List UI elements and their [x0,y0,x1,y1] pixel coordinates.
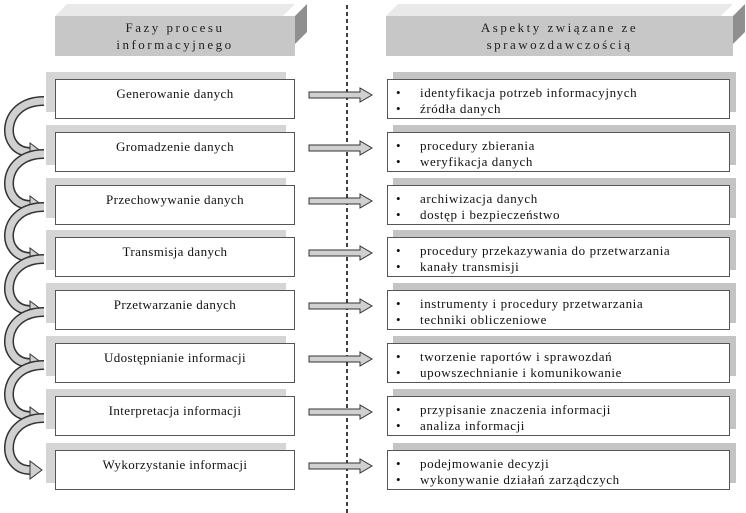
aspect-item: • procedury przekazywania do przetwarzania [396,243,729,259]
aspect-item: • analiza informacji [396,418,729,434]
phase-box [55,237,295,277]
phase-box [55,290,295,330]
header-aspects [386,16,733,56]
phase-label: Udostępnianie informacji [103,350,247,365]
aspect-item: • dostęp i bezpieczeństwo [396,207,729,223]
right-arrow-icon [309,194,372,208]
aspect-item: • weryfikacja danych [396,154,729,170]
aspect-list [396,191,729,223]
phase-box [55,343,295,383]
phase-label: Przetwarzanie danych [113,297,237,312]
right-arrow-icon [309,459,372,473]
right-arrow-icon [309,405,372,419]
aspect-list [396,402,729,434]
header-phases-line2: informacyjnego [116,37,234,52]
aspect-item: • techniki obliczeniowe [396,312,729,328]
aspect-list [396,456,729,488]
aspect-item: • tworzenie raportów i sprawozdań [396,349,729,365]
aspect-list [396,349,729,381]
aspect-item: • kanały transmisji [396,259,729,275]
phase-label: Gromadzenie danych [115,139,234,154]
header-phases [55,16,295,56]
phase-label: Transmisja danych [122,244,228,259]
phase-label: Interpretacja informacji [108,403,242,418]
aspect-list [396,138,729,170]
aspect-item: • instrumenty i procedury przetwarzania [396,296,729,312]
aspect-item: • podejmowanie decyzji [396,456,729,472]
phase-label: Przechowywanie danych [106,192,244,207]
header-phases-line1: Fazy procesu [125,20,225,35]
aspect-item: • przypisanie znaczenia informacji [396,402,729,418]
aspect-box [387,290,730,330]
phase-box [55,185,295,225]
phase-box [55,396,295,436]
aspect-box [387,396,730,436]
aspect-box [387,79,730,119]
right-arrow-icon [309,352,372,366]
aspect-box [387,343,730,383]
right-arrow-icon [309,299,372,313]
right-arrow-icon [309,141,372,155]
header-aspects-line2: sprawozdawczością [486,37,633,52]
aspect-box [387,237,730,277]
phase-box [55,79,295,119]
right-arrow-icon [309,246,372,260]
curved-arrow-icon [9,418,44,479]
aspect-list [396,243,729,275]
aspect-item: • upowszechnianie i komunikowanie [396,365,729,381]
aspect-box [387,185,730,225]
aspect-item: • identyfikacja potrzeb informacyjnych [396,85,729,101]
aspect-item: • źródła danych [396,101,729,117]
aspect-list [396,296,729,328]
aspect-item: • archiwizacja danych [396,191,729,207]
aspect-item: • wykonywanie działań zarządczych [396,472,729,488]
phase-label: Wykorzystanie informacji [102,457,248,472]
phase-box [55,132,295,172]
aspect-item: • procedury zbierania [396,138,729,154]
phase-box [55,450,295,490]
phase-label: Generowanie danych [116,86,234,101]
aspect-list [396,85,729,117]
right-arrow-icon [309,88,372,102]
header-aspects-line1: Aspekty związane ze [480,20,639,35]
aspect-box [387,132,730,172]
aspect-box [387,450,730,490]
